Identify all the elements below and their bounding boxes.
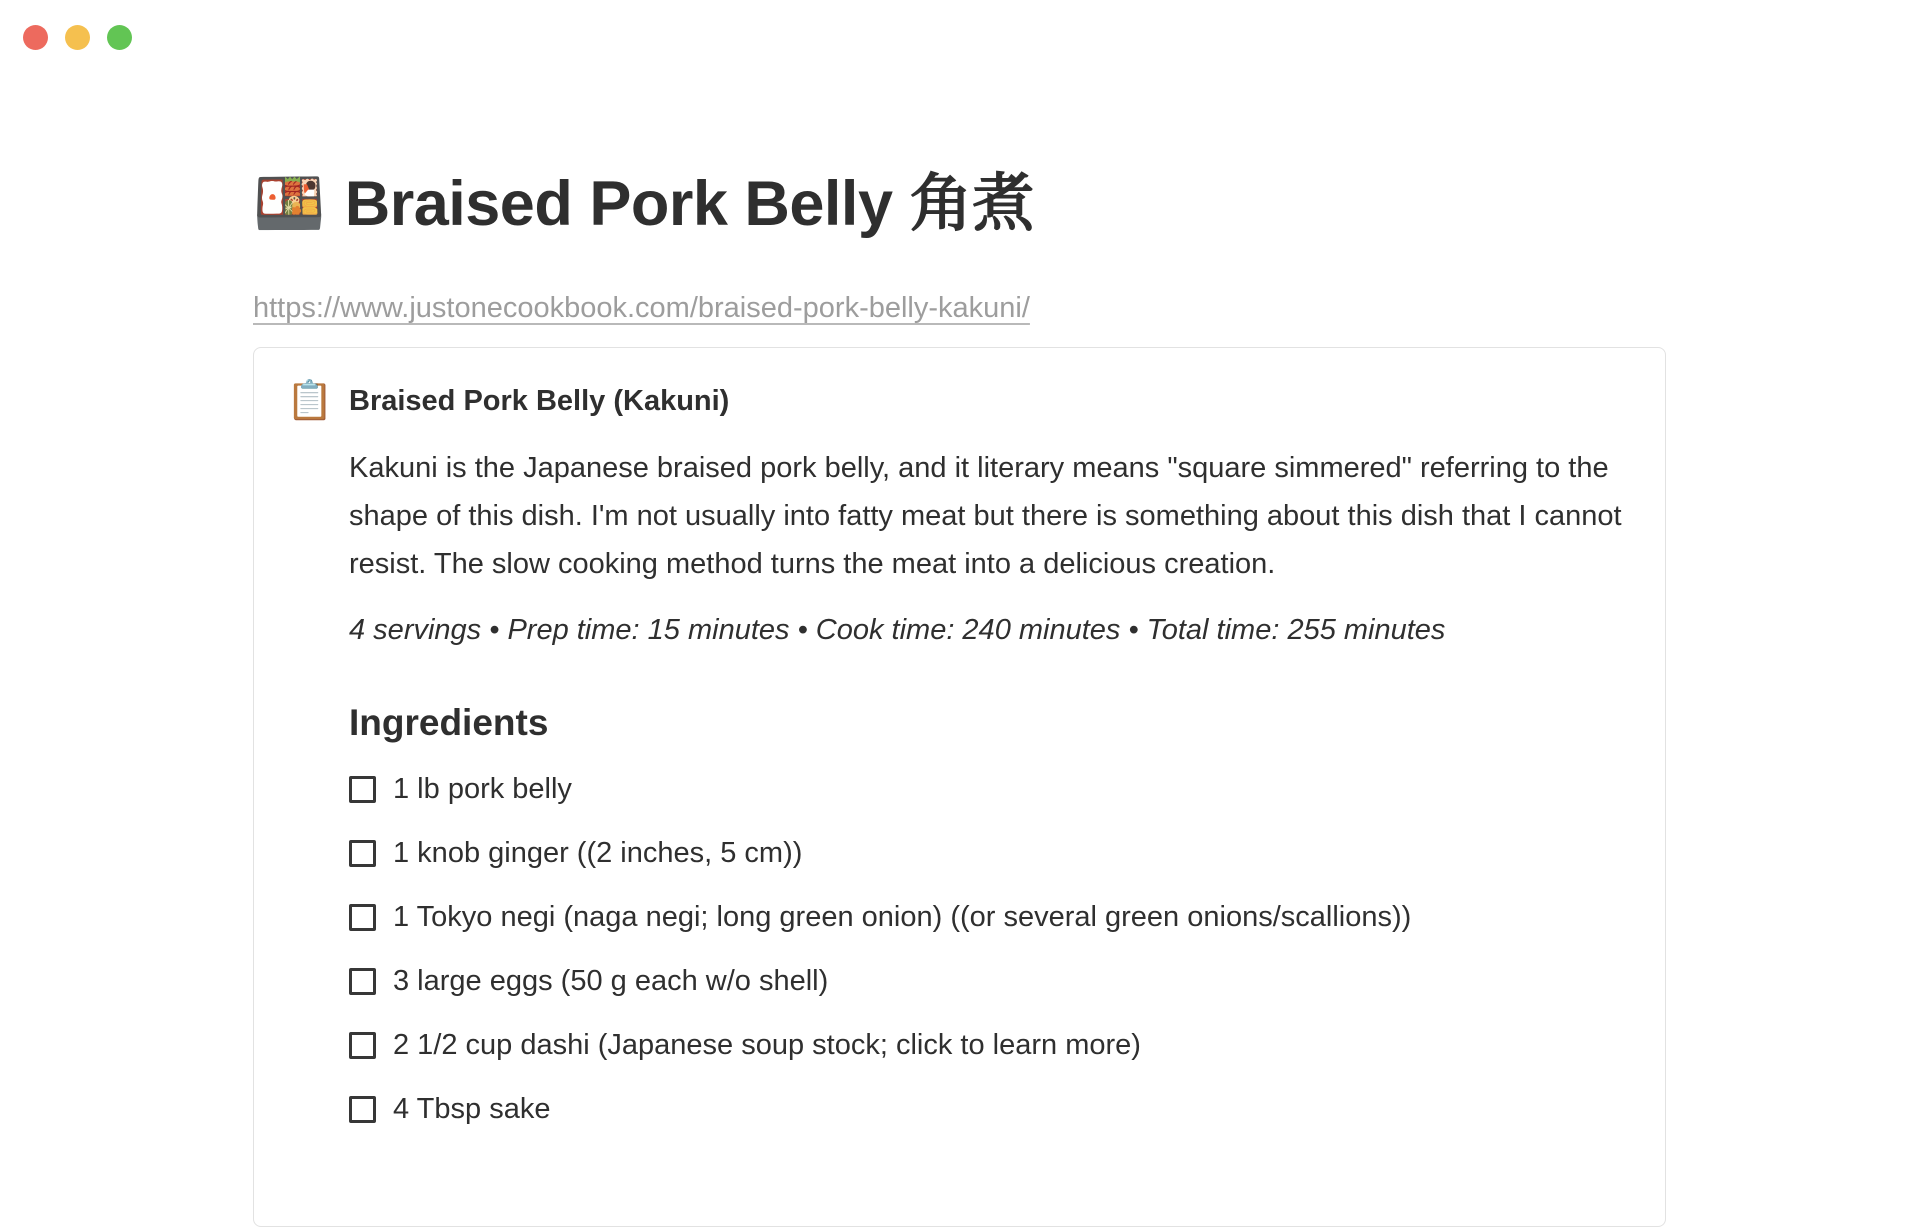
ingredient-checkbox[interactable] [349,1032,376,1059]
clipboard-emoji-icon: 📋 [286,380,334,423]
recipe-card [253,347,1666,1227]
bento-box-emoji-icon: 🍱 [253,171,325,237]
ingredient-checkbox[interactable] [349,904,376,931]
source-url-link[interactable]: https://www.justonecookbook.com/braised-pork-belly-kakuni/ [253,292,1030,325]
close-button[interactable] [23,25,48,50]
page-content [253,168,1666,1227]
ingredient-checkbox[interactable] [349,968,376,995]
ingredient-checkbox[interactable] [349,776,376,803]
ingredient-checkbox[interactable] [349,1096,376,1123]
minimize-button[interactable] [65,25,90,50]
ingredient-label: 4 Tbsp sake [393,1092,551,1125]
ingredient-checkbox[interactable] [349,840,376,867]
ingredients-checklist [349,774,1625,1124]
ingredients-heading: Ingredients [349,702,549,744]
page-title-text: Braised Pork Belly 角煮 [344,169,1035,239]
ingredient-item [349,838,1625,868]
recipe-card-title: Braised Pork Belly (Kakuni) [349,384,730,417]
ingredient-item [349,774,1625,804]
recipe-card-header [286,380,1625,423]
ingredient-item [349,902,1625,932]
ingredient-label: 1 lb pork belly [393,772,572,805]
ingredient-label: 3 large eggs (50 g each w/o shell) [393,964,829,997]
ingredient-label: 2 1/2 cup dashi (Japanese soup stock; click to learn more) [393,1028,1141,1061]
page-title [253,168,1666,240]
ingredient-item [349,966,1625,996]
ingredient-item [349,1030,1625,1060]
recipe-meta: 4 servings • Prep time: 15 minutes • Cook time: 240 minutes • Total time: 255 minutes [349,614,1446,647]
recipe-card-body [349,444,1625,1124]
recipe-description: Kakuni is the Japanese braised pork belly, and it literary means "square simmered" referring to the shape of this dish. I'm not usually into fatty meat but there is something about this dish that I cannot resist. The slow cooking method turns the meat into a delicious creation. [349,452,1622,581]
window-controls [23,25,132,50]
zoom-button[interactable] [107,25,132,50]
ingredient-item [349,1094,1625,1124]
ingredient-label: 1 Tokyo negi (naga negi; long green onion) ((or several green onions/scallions)) [393,900,1412,933]
ingredient-label: 1 knob ginger ((2 inches, 5 cm)) [393,836,803,869]
